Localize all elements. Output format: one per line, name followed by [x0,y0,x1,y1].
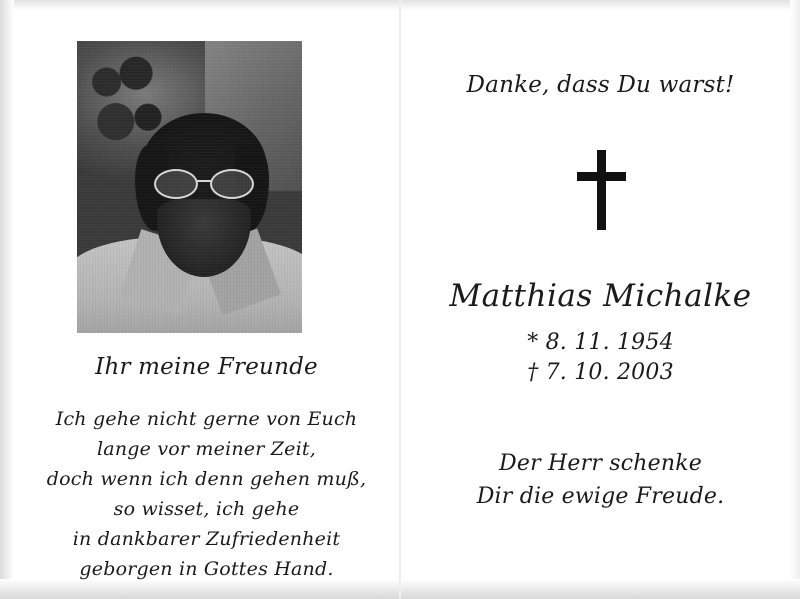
right-panel [401,0,800,599]
photo-glasses-bridge [196,180,212,182]
poem [14,404,399,584]
poem-line: geborgen in Gottes Hand. [79,558,334,580]
photo-glasses-lens-right [210,169,254,199]
death-date: † 7. 10. 2003 [527,360,674,385]
blessing-line: Dir die ewige Freude. [476,484,725,509]
left-heading: Ihr meine Freunde [95,354,318,380]
deceased-name: Matthias Michalke [449,278,752,314]
poem-line: doch wenn ich denn gehen muß, [46,468,367,490]
photo-glasses [154,169,254,195]
dedication-text: Danke, dass Du warst! [466,72,735,98]
poem-line: so wisset, ich gehe [113,498,300,520]
birth-date: * 8. 11. 1954 [527,330,674,355]
life-dates [401,328,800,388]
blessing-text [401,447,800,513]
poem-line: Ich gehe nicht gerne von Euch [55,408,358,430]
cross-icon [597,150,606,230]
blessing-line: Der Herr schenke [499,451,702,476]
scan-edge-left [0,0,14,599]
photo-glasses-lens-left [154,169,198,199]
left-panel [14,0,399,599]
portrait-photo [77,41,302,333]
poem-line: in dankbarer Zufriedenheit [72,528,341,550]
poem-line: lange vor meiner Zeit, [97,438,316,460]
